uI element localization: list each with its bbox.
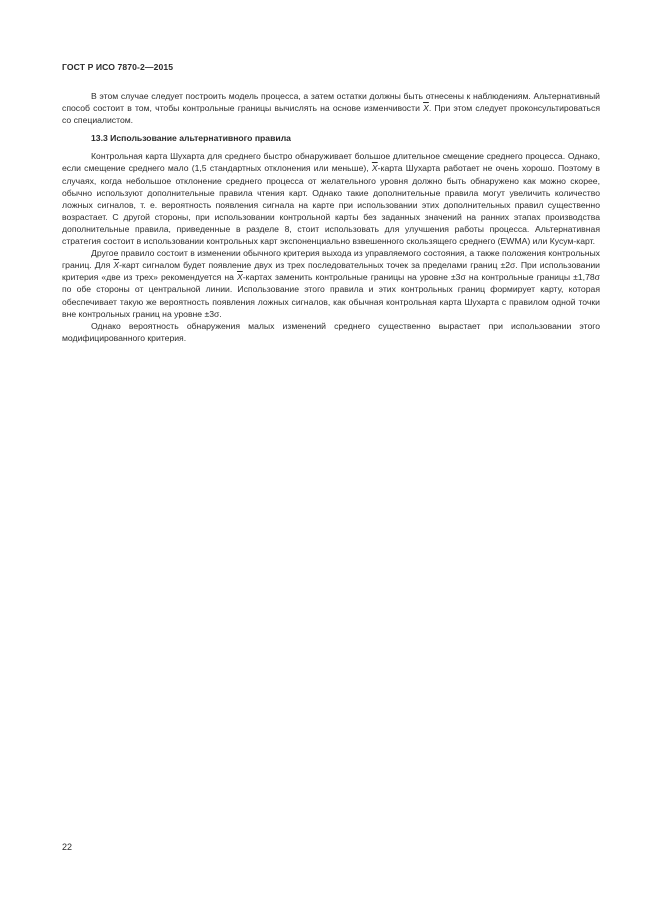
page-number: 22 xyxy=(62,842,73,852)
section-heading: 13.3 Использование альтернативного правила xyxy=(91,133,291,144)
text-run: -картах заменить контрольные границы на уровне ±3σ на контрольные границы ±1,78σ по обе стороны от центральной линии. Использование этого правила и этих контрольных границ формирует карту, которая обеспечивает такую же вероятность появления ложных сигналов, как обычная контрольная карта Шухарта с правилом одной точки вне контрольных границ на уровне ±3σ. xyxy=(62,272,600,319)
document-body xyxy=(62,90,600,344)
xbar-symbol: $\overline{X}$ xyxy=(423,103,429,114)
xbar-symbol: $\overline{X}$ xyxy=(237,272,243,283)
paragraph: Однако вероятность обнаружения малых изменений среднего существенно вырастает при использовании этого модифицированного критерия. xyxy=(62,320,600,343)
paragraph xyxy=(62,247,600,320)
paragraph xyxy=(62,90,600,126)
text-run: . При этом следует проконсультироваться со специалистом. xyxy=(62,103,601,126)
paragraph xyxy=(62,150,600,247)
text-run: -карта Шухарта работает не очень хорошо. Поэтому в случаях, когда небольшое отклонение среднего процесса от желательного уровня должно быть обнаружено как можно скорее, обычно используют дополнительные правила чтения карт. Однако такие дополнительные правила могут увеличить количество ложных сигналов, т. е. вероятность появления сигнала на карте при использовании этих дополнительных правил существенно возрастает. С другой стороны, при использовании контрольной карты без заданных значений на ранних этапах производства дополнительные правила, приведенные в разделе 8, стоит использовать для улучшения работы процесса. Альтернативная стратегия состоит в использовании контрольных карт экспоненциально взвешенного скользящего среднего (EWMA) или Кусум-карт. xyxy=(62,163,600,247)
text-run: В этом случае следует построить модель процесса, а затем остатки должны быть отнесены к наблюдениям. Альтернативный способ состоит в том, чтобы контрольные границы вычислять на основе изменчивости xyxy=(62,91,600,114)
xbar-symbol: $\overline{X}$ xyxy=(113,260,120,271)
text-run: -карт сигналом будет появление двух из трех последовательных точек за пределами границ ±2σ. При использовании критерия «две из трех» рекомендуется на xyxy=(62,260,600,283)
text-run: Другое правило состоит в изменении обычного критерия выхода из управляемого состояния, а также положения контрольных границ. Для xyxy=(62,248,600,271)
document-header: ГОСТ Р ИСО 7870-2—2015 xyxy=(62,62,174,72)
text-run: Контрольная карта Шухарта для среднего быстро обнаруживает большое длительное смещение среднего процесса. Однако, если смещение среднего мало (1,5 стандартных отклонения или меньше), xyxy=(62,151,600,174)
xbar-symbol: $\overline{X}$ xyxy=(371,163,378,174)
